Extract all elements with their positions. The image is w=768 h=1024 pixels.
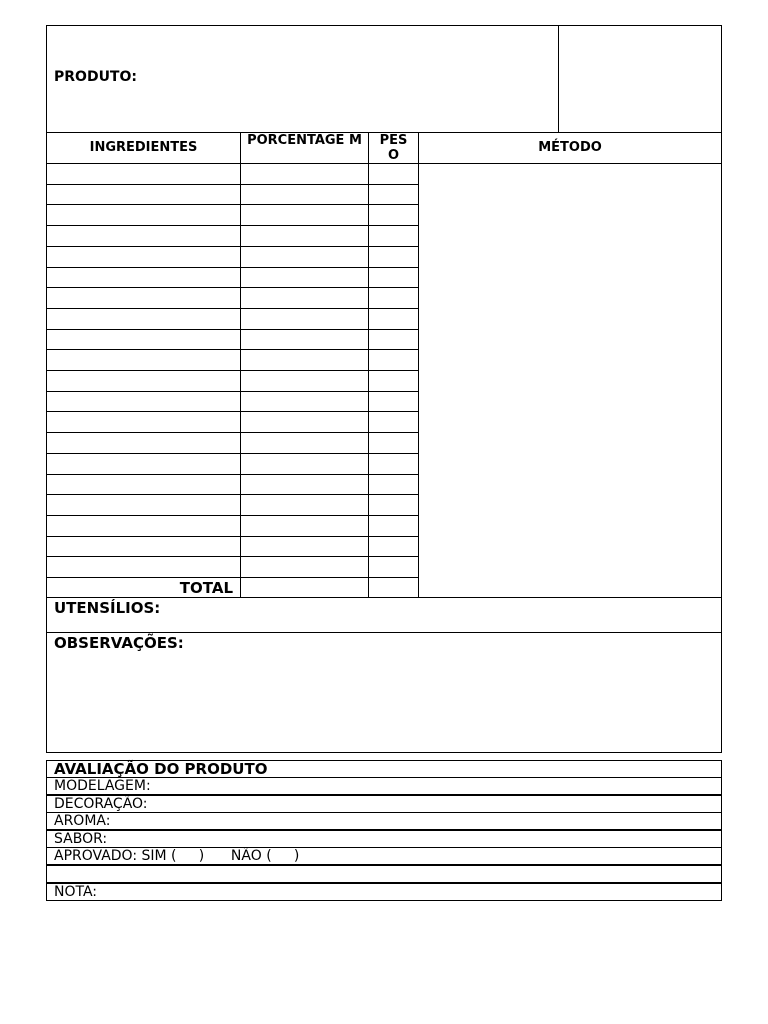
peso-cell[interactable] bbox=[368, 432, 419, 454]
avaliacao-row[interactable] bbox=[46, 777, 722, 795]
avaliacao-row[interactable] bbox=[46, 812, 722, 830]
col-header-porcentagem bbox=[240, 132, 369, 164]
avaliacao-row-label: APROVADO: SIM ( ) NÃO ( ) bbox=[54, 848, 300, 864]
ingredient-cell[interactable] bbox=[46, 432, 241, 454]
ingredient-cell[interactable] bbox=[46, 494, 241, 516]
ingredient-cell[interactable] bbox=[46, 329, 241, 350]
col-header-metodo bbox=[418, 132, 722, 164]
total-label: TOTAL bbox=[179, 579, 233, 597]
porcentagem-cell[interactable] bbox=[240, 474, 369, 495]
col-header-metodo-text: MÉTODO bbox=[538, 140, 602, 155]
avaliacao-row[interactable] bbox=[46, 795, 722, 813]
porcentagem-cell[interactable] bbox=[240, 308, 369, 330]
ingredient-cell[interactable] bbox=[46, 474, 241, 495]
ingredient-cell[interactable] bbox=[46, 536, 241, 557]
peso-cell[interactable] bbox=[368, 494, 419, 516]
ingredient-cell[interactable] bbox=[46, 246, 241, 268]
peso-cell[interactable] bbox=[368, 411, 419, 433]
total-porcentagem-cell[interactable] bbox=[240, 577, 369, 598]
peso-cell[interactable] bbox=[368, 329, 419, 350]
ingredient-cell[interactable] bbox=[46, 556, 241, 578]
avaliacao-row-label: NOTA: bbox=[54, 884, 98, 900]
peso-cell[interactable] bbox=[368, 515, 419, 537]
porcentagem-cell[interactable] bbox=[240, 370, 369, 392]
ingredient-cell[interactable] bbox=[46, 267, 241, 288]
avaliacao-row-label: AROMA: bbox=[54, 813, 111, 829]
porcentagem-cell[interactable] bbox=[240, 453, 369, 475]
peso-cell[interactable] bbox=[368, 204, 419, 226]
col-header-ingredientes-text: INGREDIENTES bbox=[89, 140, 198, 155]
ingredient-cell[interactable] bbox=[46, 453, 241, 475]
avaliacao-title: AVALIAÇÃO DO PRODUTO bbox=[54, 760, 268, 778]
avaliacao-row-label: MODELAGEM: bbox=[54, 778, 151, 794]
peso-cell[interactable] bbox=[368, 474, 419, 495]
ingredient-cell[interactable] bbox=[46, 370, 241, 392]
porcentagem-cell[interactable] bbox=[240, 225, 369, 247]
utensilios-label: UTENSÍLIOS: bbox=[54, 599, 161, 617]
ingredient-cell[interactable] bbox=[46, 204, 241, 226]
peso-cell[interactable] bbox=[368, 391, 419, 412]
avaliacao-row-label: SABOR: bbox=[54, 831, 108, 847]
product-logo-box bbox=[558, 25, 559, 133]
peso-cell[interactable] bbox=[368, 308, 419, 330]
porcentagem-cell[interactable] bbox=[240, 411, 369, 433]
porcentagem-cell[interactable] bbox=[240, 163, 369, 185]
porcentagem-cell[interactable] bbox=[240, 287, 369, 309]
product-header-box bbox=[46, 25, 722, 133]
avaliacao-row-label: DECORAÇÃO: bbox=[54, 796, 148, 812]
porcentagem-cell[interactable] bbox=[240, 329, 369, 350]
peso-cell[interactable] bbox=[368, 287, 419, 309]
peso-cell[interactable] bbox=[368, 184, 419, 205]
col-header-porcentagem-text: PORCENTAGE M bbox=[247, 133, 362, 148]
ingredient-cell[interactable] bbox=[46, 391, 241, 412]
porcentagem-cell[interactable] bbox=[240, 349, 369, 371]
avaliacao-row[interactable] bbox=[46, 830, 722, 848]
peso-cell[interactable] bbox=[368, 267, 419, 288]
ingredient-cell[interactable] bbox=[46, 184, 241, 205]
peso-cell[interactable] bbox=[368, 349, 419, 371]
total-row-label-cell bbox=[46, 577, 241, 598]
observacoes-box[interactable] bbox=[46, 632, 722, 753]
porcentagem-cell[interactable] bbox=[240, 391, 369, 412]
peso-cell[interactable] bbox=[368, 225, 419, 247]
porcentagem-cell[interactable] bbox=[240, 494, 369, 516]
utensilios-box[interactable] bbox=[46, 597, 722, 633]
total-peso-cell[interactable] bbox=[368, 577, 419, 598]
porcentagem-cell[interactable] bbox=[240, 204, 369, 226]
porcentagem-cell[interactable] bbox=[240, 536, 369, 557]
porcentagem-cell[interactable] bbox=[240, 184, 369, 205]
avaliacao-title-row bbox=[46, 760, 722, 778]
ingredient-cell[interactable] bbox=[46, 515, 241, 537]
porcentagem-cell[interactable] bbox=[240, 246, 369, 268]
ingredient-cell[interactable] bbox=[46, 163, 241, 185]
ingredient-cell[interactable] bbox=[46, 225, 241, 247]
col-header-peso bbox=[368, 132, 419, 164]
observacoes-label: OBSERVAÇÕES: bbox=[54, 634, 184, 652]
avaliacao-row[interactable] bbox=[46, 847, 722, 865]
ingredient-cell[interactable] bbox=[46, 411, 241, 433]
peso-cell[interactable] bbox=[368, 556, 419, 578]
avaliacao-row[interactable] bbox=[46, 865, 722, 883]
peso-cell[interactable] bbox=[368, 536, 419, 557]
ingredient-cell[interactable] bbox=[46, 287, 241, 309]
peso-cell[interactable] bbox=[368, 246, 419, 268]
peso-cell[interactable] bbox=[368, 453, 419, 475]
porcentagem-cell[interactable] bbox=[240, 432, 369, 454]
peso-cell[interactable] bbox=[368, 163, 419, 185]
ingredient-cell[interactable] bbox=[46, 308, 241, 330]
metodo-area[interactable] bbox=[418, 163, 722, 598]
porcentagem-cell[interactable] bbox=[240, 556, 369, 578]
avaliacao-row[interactable] bbox=[46, 883, 722, 901]
porcentagem-cell[interactable] bbox=[240, 515, 369, 537]
ingredient-cell[interactable] bbox=[46, 349, 241, 371]
porcentagem-cell[interactable] bbox=[240, 267, 369, 288]
col-header-ingredientes bbox=[46, 132, 241, 164]
produto-label: PRODUTO: bbox=[54, 69, 137, 85]
col-header-peso-text: PES O bbox=[379, 133, 408, 163]
peso-cell[interactable] bbox=[368, 370, 419, 392]
